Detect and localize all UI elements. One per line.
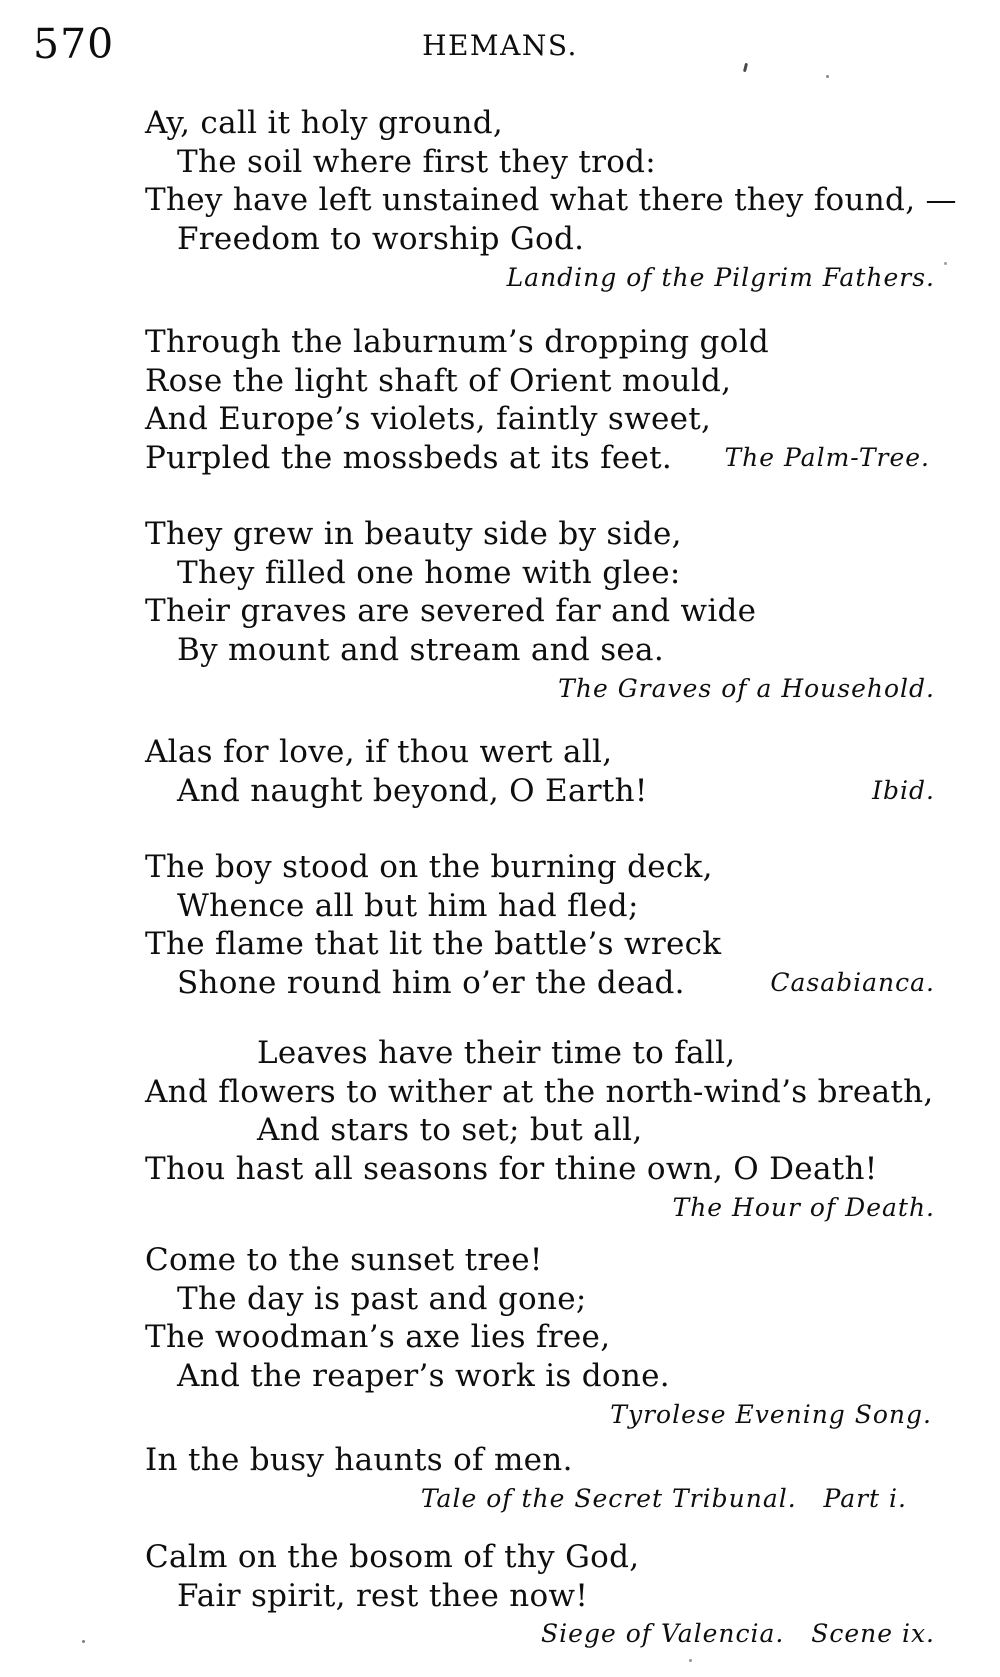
attribution: Tale of the Secret Tribunal. Part i. (420, 1483, 907, 1513)
verse-line: They grew in beauty side by side, (145, 516, 682, 552)
attribution: Ibid. (872, 776, 935, 805)
verse-line: Whence all but him had fled; (177, 887, 639, 924)
verse-line: Their graves are severed far and wide (145, 593, 757, 630)
verse-line: They filled one home with glee: (177, 554, 681, 591)
verse-line: By mount and stream and sea. (177, 632, 664, 669)
stanza-the-hour-of-death (145, 1034, 935, 1228)
verse-line: Rose the light shaft of Orient mould, (145, 362, 732, 399)
running-header: HEMANS. (422, 29, 578, 62)
verse-line: Freedom to worship God. (177, 221, 585, 258)
attribution: The Hour of Death. (672, 1192, 935, 1222)
attribution: Casabianca. (770, 968, 935, 997)
stanza-casabianca (145, 848, 935, 1003)
verse-line: The day is past and gone; (177, 1280, 587, 1317)
verse-line: And Europe’s violets, faintly sweet, (145, 401, 712, 438)
stanza-tyrolese-evening-song (145, 1241, 935, 1435)
attribution: Siege of Valencia. Scene ix. (541, 1619, 935, 1649)
verse-line: The soil where first they trod: (177, 143, 657, 180)
verse-line: The boy stood on the burning deck, (145, 849, 713, 885)
verse-line: Purpled the mossbeds at its feet. (145, 440, 673, 477)
stanza-the-palm-tree (145, 323, 935, 478)
stanza-siege-of-valencia (145, 1538, 935, 1654)
stanza-ibid (145, 733, 935, 810)
scan-speck (944, 262, 947, 265)
scan-speck (743, 63, 748, 72)
verse-line: In the busy haunts of men. (145, 1442, 573, 1478)
scan-speck (689, 1659, 692, 1662)
page-number: 570 (33, 20, 115, 68)
stanza-the-graves-of-a-household (145, 515, 935, 709)
verse-line: Fair spirit, rest thee now! (177, 1577, 589, 1614)
verse-line: Shone round him o’er the dead. (177, 965, 685, 1002)
verse-line: Come to the sunset tree! (145, 1242, 543, 1278)
attribution: Landing of the Pilgrim Fathers. (506, 262, 935, 292)
stanza-landing-of-the-pilgrim-fathers (145, 104, 957, 298)
verse-line: The woodman’s axe lies free, (145, 1319, 611, 1356)
verse-line: Ay, call it holy ground, (145, 105, 504, 141)
scan-speck (826, 75, 829, 78)
verse-line: Calm on the bosom of thy God, (145, 1539, 640, 1575)
verse-line: They have left unstained what there they found, — (145, 182, 957, 219)
verse-line: And the reaper’s work is done. (177, 1358, 670, 1395)
stanza-tale-of-the-secret-tribunal (145, 1441, 935, 1518)
verse-line: And naught beyond, O Earth! (177, 772, 648, 809)
verse-line: And stars to set; but all, (257, 1112, 643, 1149)
verse-line: Through the laburnum’s dropping gold (145, 324, 770, 360)
scan-speck (82, 1640, 85, 1643)
attribution: The Palm-Tree. (724, 443, 930, 472)
verse-line: And flowers to wither at the north-wind’s breath, (145, 1073, 934, 1110)
verse-line: Leaves have their time to fall, (257, 1035, 736, 1071)
verse-line: The flame that lit the battle’s wreck (145, 926, 722, 963)
verse-line: Thou hast all seasons for thine own, O Death! (145, 1151, 878, 1188)
attribution: Tyrolese Evening Song. (610, 1399, 932, 1429)
verse-line: Alas for love, if thou wert all, (145, 734, 613, 770)
attribution: The Graves of a Household. (558, 673, 935, 703)
